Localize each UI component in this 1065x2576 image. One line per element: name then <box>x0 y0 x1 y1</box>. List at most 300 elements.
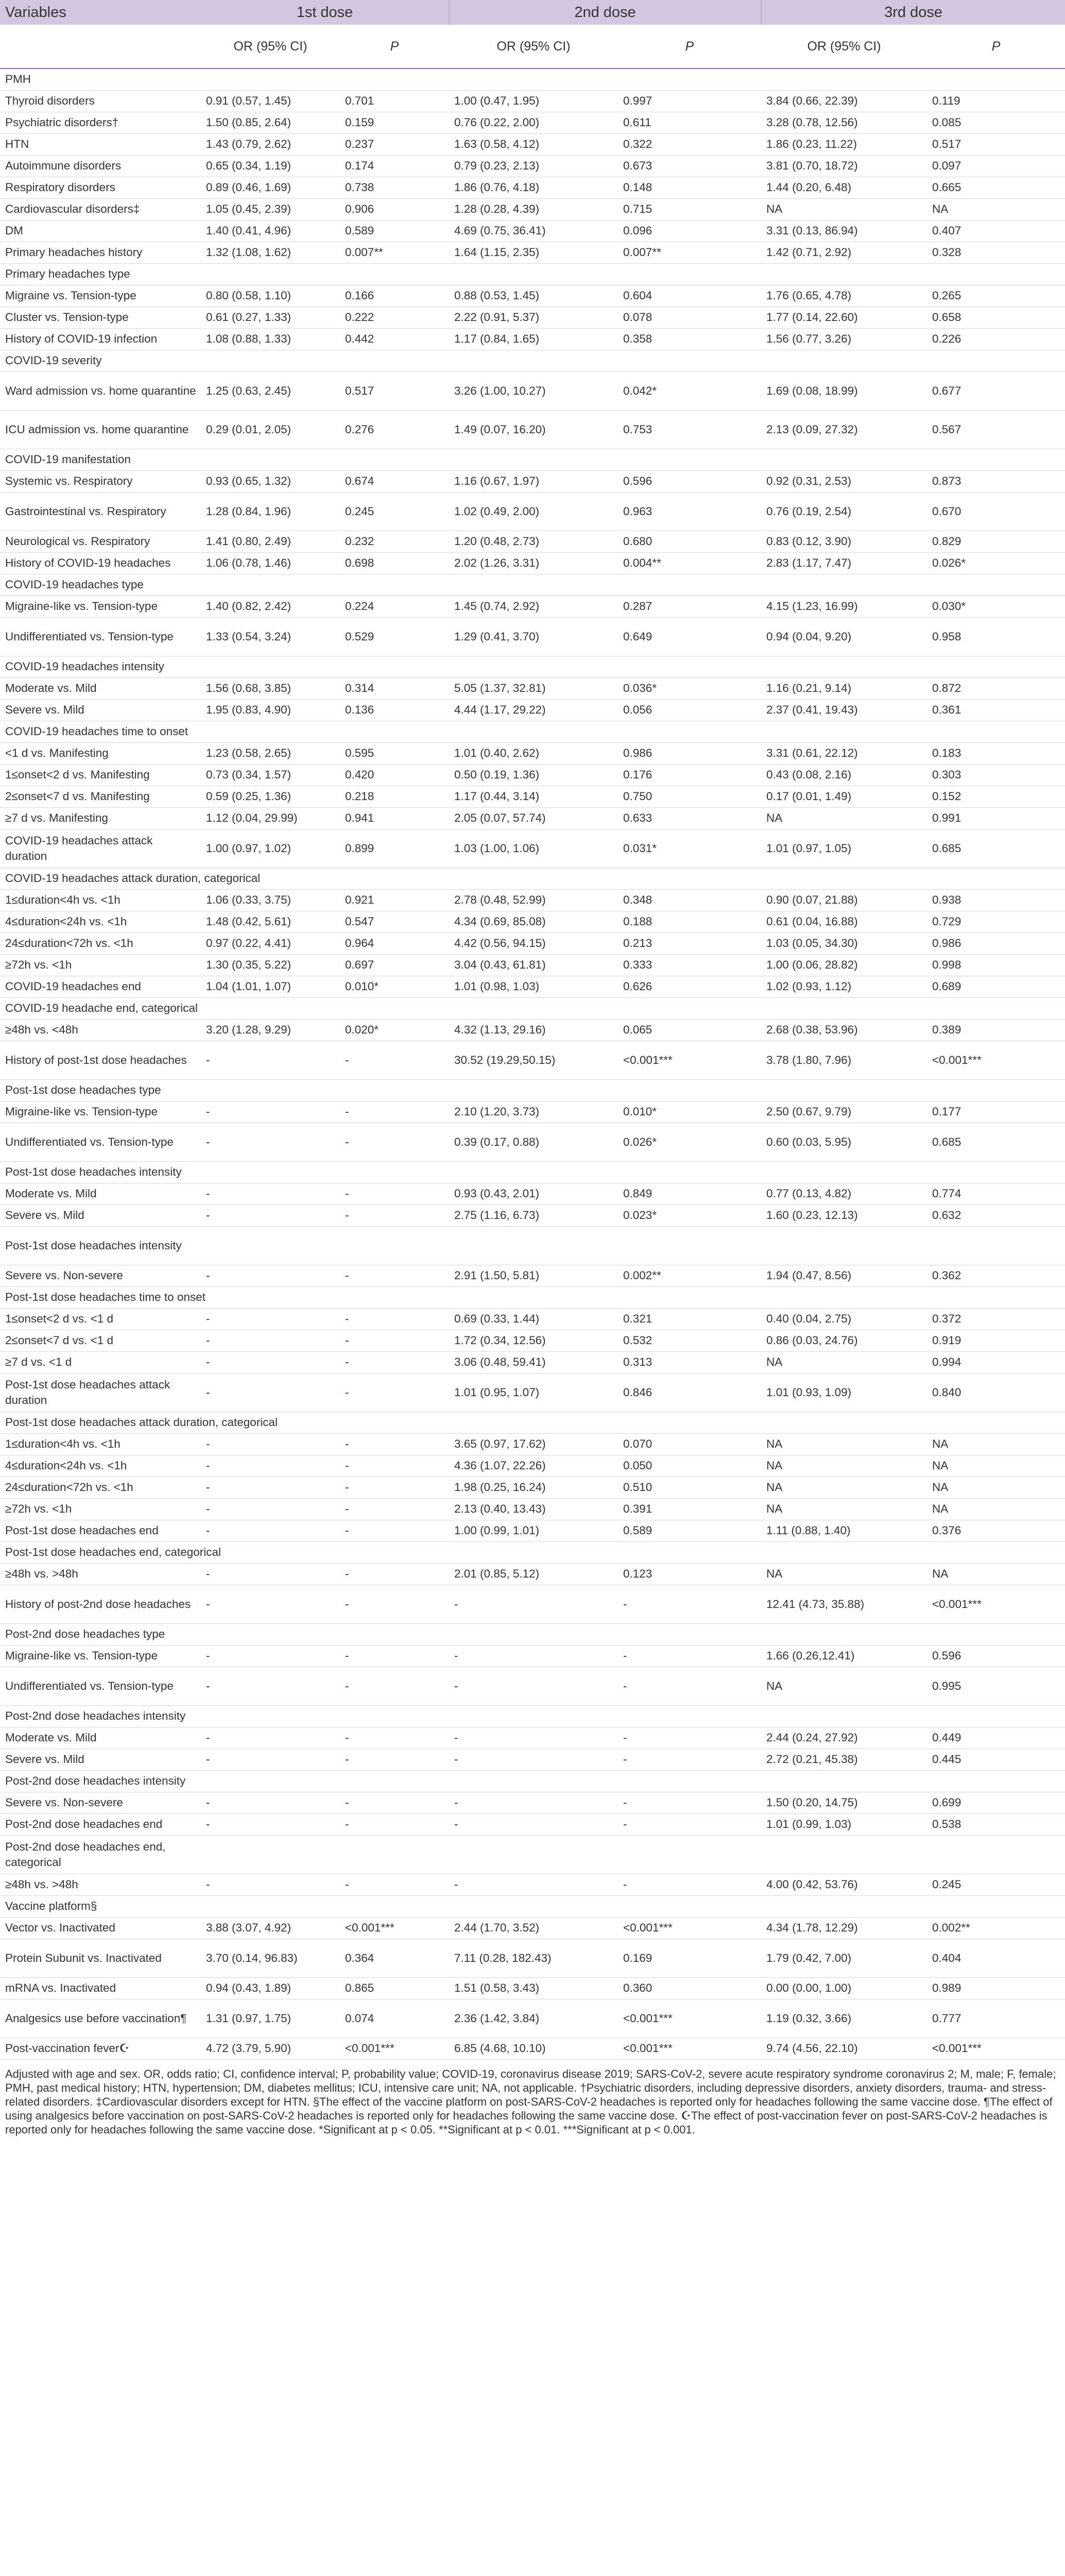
variable-label: Post-2nd dose headaches end, categorical <box>0 1836 201 1874</box>
or-2nd-cell: 1.86 (0.76, 4.18) <box>449 177 618 199</box>
or-2nd-cell: - <box>449 1646 618 1667</box>
or-2nd-cell: 0.93 (0.43, 2.01) <box>449 1183 618 1205</box>
p-1st-cell: 0.595 <box>340 743 449 765</box>
p-1st-cell: 0.865 <box>340 1978 449 1999</box>
or-2nd-cell: 4.44 (1.17, 29.22) <box>449 700 618 721</box>
p-2nd-cell: 0.176 <box>618 765 761 786</box>
p-3rd-cell: NA <box>927 1434 1065 1455</box>
section-label: Vaccine platform§ <box>0 1896 1065 1918</box>
or-1st-cell: - <box>201 1499 340 1520</box>
variable-label: Migraine-like vs. Tension-type <box>0 596 201 618</box>
variable-label: Post-1st dose headaches end <box>0 1520 201 1542</box>
p-3rd-cell: 0.670 <box>927 493 1065 531</box>
or-1st-cell: - <box>201 1330 340 1352</box>
p-2nd-cell: 0.321 <box>618 1309 761 1330</box>
or-2nd-cell: 0.76 (0.22, 2.00) <box>449 112 618 134</box>
p-2nd-cell: - <box>618 1667 761 1706</box>
or-3rd-cell: 1.50 (0.20, 14.75) <box>761 1792 927 1814</box>
p-1st-cell: 0.245 <box>340 493 449 531</box>
or-3rd-cell: 2.83 (1.17, 7.47) <box>761 553 927 574</box>
p-1st-cell: - <box>340 1874 449 1896</box>
or-2nd-cell: - <box>449 1792 618 1814</box>
variable-label: Undifferentiated vs. Tension-type <box>0 618 201 656</box>
p-2nd-cell: 0.002** <box>618 1265 761 1287</box>
or-3rd-cell: 3.78 (1.80, 7.96) <box>761 1041 927 1080</box>
or-3rd-cell: NA <box>761 1499 927 1520</box>
or-1st-cell <box>201 1836 340 1874</box>
third-dose-p-header: P <box>927 25 1065 69</box>
p-3rd-cell: NA <box>927 1499 1065 1520</box>
or-1st-cell: 0.93 (0.65, 1.32) <box>201 471 340 493</box>
table-row <box>0 700 1065 721</box>
p-1st-cell: <0.001*** <box>340 2038 449 2060</box>
p-3rd-cell: 0.840 <box>927 1374 1065 1412</box>
table-row <box>0 955 1065 976</box>
table-row <box>0 553 1065 574</box>
or-1st-cell: - <box>201 1477 340 1499</box>
or-2nd-cell: 2.75 (1.16, 6.73) <box>449 1205 618 1227</box>
or-1st-cell: - <box>201 1101 340 1123</box>
table-row <box>0 1836 1065 1874</box>
p-2nd-cell: 0.287 <box>618 596 761 618</box>
first-dose-or-header: OR (95% CI) <box>201 25 340 69</box>
or-3rd-cell: 0.61 (0.04, 16.88) <box>761 911 927 933</box>
p-2nd-cell: 0.123 <box>618 1564 761 1585</box>
or-1st-cell: 1.31 (0.97, 1.75) <box>201 1999 340 2038</box>
section-row <box>0 1542 1065 1564</box>
p-2nd-cell: 0.846 <box>618 1374 761 1412</box>
or-3rd-cell: 3.81 (0.70, 18.72) <box>761 156 927 177</box>
p-3rd-cell: 0.538 <box>927 1814 1065 1836</box>
or-2nd-cell: - <box>449 1585 618 1624</box>
or-2nd-cell: - <box>449 1874 618 1896</box>
variable-label: History of COVID-19 headaches <box>0 553 201 574</box>
or-2nd-cell: 2.91 (1.50, 5.81) <box>449 1265 618 1287</box>
p-2nd-cell: 0.604 <box>618 285 761 307</box>
section-row <box>0 264 1065 285</box>
or-3rd-cell: 0.17 (0.01, 1.49) <box>761 786 927 808</box>
section-label: Post-1st dose headaches end, categorical <box>0 1542 1065 1564</box>
variable-label: Post-1st dose headaches attack duration <box>0 1374 201 1412</box>
p-2nd-cell: <0.001*** <box>618 1999 761 2038</box>
or-3rd-cell: 0.60 (0.03, 5.95) <box>761 1123 927 1162</box>
or-2nd-cell: 3.06 (0.48, 59.41) <box>449 1352 618 1374</box>
or-3rd-cell: 2.68 (0.38, 53.96) <box>761 1020 927 1041</box>
p-3rd-cell: 0.119 <box>927 91 1065 112</box>
table-row <box>0 786 1065 808</box>
table-row <box>0 1041 1065 1080</box>
p-2nd-cell: 0.649 <box>618 618 761 656</box>
p-3rd-cell: 0.567 <box>927 411 1065 449</box>
first-dose-p-header: P <box>340 25 449 69</box>
variable-label: History of post-2nd dose headaches <box>0 1585 201 1624</box>
table-row <box>0 156 1065 177</box>
p-1st-cell: 0.166 <box>340 285 449 307</box>
third-dose-or-header: OR (95% CI) <box>761 25 927 69</box>
section-label: COVID-19 headaches time to onset <box>0 721 1065 743</box>
p-2nd-cell: - <box>618 1792 761 1814</box>
or-2nd-cell: 1.63 (0.58, 4.12) <box>449 134 618 156</box>
p-2nd-cell: 0.056 <box>618 700 761 721</box>
or-1st-cell: - <box>201 1727 340 1749</box>
or-1st-cell: - <box>201 1814 340 1836</box>
or-1st-cell: - <box>201 1585 340 1624</box>
table-row <box>0 329 1065 350</box>
p-1st-cell: - <box>340 1041 449 1080</box>
section-label: COVID-19 headaches type <box>0 574 1065 596</box>
table-row <box>0 1727 1065 1749</box>
p-2nd-cell: 0.611 <box>618 112 761 134</box>
table-row <box>0 134 1065 156</box>
variable-label: 1≤onset<2 d vs. <1 d <box>0 1309 201 1330</box>
p-1st-cell: 0.899 <box>340 829 449 868</box>
variable-label: Neurological vs. Respiratory <box>0 531 201 553</box>
or-1st-cell: 1.25 (0.63, 2.45) <box>201 372 340 411</box>
or-2nd-cell: 1.01 (0.40, 2.62) <box>449 743 618 765</box>
or-1st-cell: 0.97 (0.22, 4.41) <box>201 933 340 955</box>
variable-label: Severe vs. Non-severe <box>0 1265 201 1287</box>
p-2nd-cell: 0.050 <box>618 1455 761 1477</box>
or-3rd-cell: 0.77 (0.13, 4.82) <box>761 1183 927 1205</box>
section-row <box>0 721 1065 743</box>
p-2nd-cell: 0.673 <box>618 156 761 177</box>
table-row <box>0 1020 1065 1041</box>
table-row <box>0 1227 1065 1265</box>
or-3rd-cell: NA <box>761 1434 927 1455</box>
table-header <box>0 0 1065 69</box>
variable-label: ≥7 d vs. <1 d <box>0 1352 201 1374</box>
table-row <box>0 1814 1065 1836</box>
section-label: Post-2nd dose headaches intensity <box>0 1706 1065 1727</box>
p-1st-cell: - <box>340 1814 449 1836</box>
table-row <box>0 765 1065 786</box>
or-1st-cell: 1.50 (0.85, 2.64) <box>201 112 340 134</box>
or-3rd-cell: 1.16 (0.21, 9.14) <box>761 678 927 700</box>
table-row <box>0 933 1065 955</box>
p-2nd-cell: 0.626 <box>618 976 761 998</box>
or-3rd-cell: 1.79 (0.42, 7.00) <box>761 1939 927 1978</box>
p-2nd-cell: 0.532 <box>618 1330 761 1352</box>
or-2nd-cell: 3.65 (0.97, 17.62) <box>449 1434 618 1455</box>
table-row <box>0 411 1065 449</box>
p-3rd-cell: 0.245 <box>927 1874 1065 1896</box>
p-1st-cell: 0.698 <box>340 553 449 574</box>
variable-label: Post-1st dose headaches intensity <box>0 1227 201 1265</box>
or-3rd-cell: 4.15 (1.23, 16.99) <box>761 596 927 618</box>
p-1st-cell: 0.517 <box>340 372 449 411</box>
or-1st-cell: 1.12 (0.04, 29.99) <box>201 808 340 829</box>
table-row <box>0 1205 1065 1227</box>
p-2nd-cell: 0.633 <box>618 808 761 829</box>
section-row <box>0 350 1065 372</box>
or-1st-cell: 1.30 (0.35, 5.22) <box>201 955 340 976</box>
p-2nd-cell: 0.096 <box>618 221 761 242</box>
p-2nd-cell: 0.007** <box>618 242 761 264</box>
or-3rd-cell: 1.60 (0.23, 12.13) <box>761 1205 927 1227</box>
variable-label: Cardiovascular disorders‡ <box>0 199 201 221</box>
or-1st-cell: - <box>201 1434 340 1455</box>
or-1st-cell: - <box>201 1520 340 1542</box>
p-1st-cell: 0.420 <box>340 765 449 786</box>
p-3rd-cell: 0.404 <box>927 1939 1065 1978</box>
or-3rd-cell: 3.28 (0.78, 12.56) <box>761 112 927 134</box>
p-1st-cell: 0.697 <box>340 955 449 976</box>
table-row <box>0 743 1065 765</box>
p-3rd-cell: NA <box>927 199 1065 221</box>
p-2nd-cell: <0.001*** <box>618 2038 761 2060</box>
table-row <box>0 1667 1065 1706</box>
p-2nd-cell: - <box>618 1814 761 1836</box>
p-2nd-cell: 0.026* <box>618 1123 761 1162</box>
or-1st-cell: - <box>201 1792 340 1814</box>
or-1st-cell: - <box>201 1374 340 1412</box>
or-2nd-cell: 4.69 (0.75, 36.41) <box>449 221 618 242</box>
p-1st-cell: 0.136 <box>340 700 449 721</box>
p-1st-cell <box>340 1227 449 1265</box>
table-row <box>0 372 1065 411</box>
section-row <box>0 998 1065 1020</box>
or-2nd-cell: 1.28 (0.28, 4.39) <box>449 199 618 221</box>
p-1st-cell: 0.921 <box>340 890 449 911</box>
variable-label: Undifferentiated vs. Tension-type <box>0 1123 201 1162</box>
or-3rd-cell: NA <box>761 199 927 221</box>
p-3rd-cell <box>927 1836 1065 1874</box>
table-row <box>0 1978 1065 1999</box>
p-1st-cell: 0.020* <box>340 1020 449 1041</box>
table-row <box>0 1646 1065 1667</box>
p-1st-cell: - <box>340 1520 449 1542</box>
or-1st-cell: 1.00 (0.97, 1.02) <box>201 829 340 868</box>
section-label: COVID-19 headaches attack duration, categorical <box>0 868 1065 890</box>
or-2nd-cell: 1.98 (0.25, 16.24) <box>449 1477 618 1499</box>
or-2nd-cell: 6.85 (4.68, 10.10) <box>449 2038 618 2060</box>
p-2nd-cell: 0.188 <box>618 911 761 933</box>
p-3rd-cell: 0.919 <box>927 1330 1065 1352</box>
or-3rd-cell: 0.94 (0.04, 9.20) <box>761 618 927 656</box>
or-1st-cell: - <box>201 1749 340 1771</box>
p-1st-cell: - <box>340 1183 449 1205</box>
p-3rd-cell: <0.001*** <box>927 2038 1065 2060</box>
p-2nd-cell: - <box>618 1646 761 1667</box>
variable-label: 4≤duration<24h vs. <1h <box>0 911 201 933</box>
p-1st-cell: - <box>340 1749 449 1771</box>
or-2nd-cell: 0.39 (0.17, 0.88) <box>449 1123 618 1162</box>
variable-label: Moderate vs. Mild <box>0 678 201 700</box>
or-1st-cell: 0.91 (0.57, 1.45) <box>201 91 340 112</box>
variable-label: Severe vs. Non-severe <box>0 1792 201 1814</box>
or-1st-cell: 1.06 (0.33, 3.75) <box>201 890 340 911</box>
or-1st-cell: 1.41 (0.80, 2.49) <box>201 531 340 553</box>
or-2nd-cell: 2.36 (1.42, 3.84) <box>449 1999 618 2038</box>
or-1st-cell: 3.88 (3.07, 4.92) <box>201 1918 340 1939</box>
or-2nd-cell: 1.17 (0.44, 3.14) <box>449 786 618 808</box>
variable-label: Protein Subunit vs. Inactivated <box>0 1939 201 1978</box>
or-3rd-cell: 2.72 (0.21, 45.38) <box>761 1749 927 1771</box>
p-3rd-cell: 0.265 <box>927 285 1065 307</box>
variable-label: Post-vaccination fever☪ <box>0 2038 201 2060</box>
p-1st-cell: 0.276 <box>340 411 449 449</box>
table-row <box>0 1123 1065 1162</box>
p-3rd-cell: 0.372 <box>927 1309 1065 1330</box>
or-1st-cell: 1.05 (0.45, 2.39) <box>201 199 340 221</box>
or-2nd-cell: 1.72 (0.34, 12.56) <box>449 1330 618 1352</box>
or-1st-cell: 0.73 (0.34, 1.57) <box>201 765 340 786</box>
variables-column-header: Variables <box>0 0 201 25</box>
section-label: Primary headaches type <box>0 264 1065 285</box>
variable-label: Migraine-like vs. Tension-type <box>0 1101 201 1123</box>
p-2nd-cell: - <box>618 1874 761 1896</box>
or-2nd-cell: 0.79 (0.23, 2.13) <box>449 156 618 177</box>
second-dose-or-header: OR (95% CI) <box>449 25 618 69</box>
p-3rd-cell: 0.183 <box>927 743 1065 765</box>
p-2nd-cell: 0.680 <box>618 531 761 553</box>
p-2nd-cell: 0.348 <box>618 890 761 911</box>
section-row <box>0 1080 1065 1101</box>
table-row <box>0 1330 1065 1352</box>
p-3rd-cell: 0.177 <box>927 1101 1065 1123</box>
or-1st-cell: 1.48 (0.42, 5.61) <box>201 911 340 933</box>
p-2nd-cell: 0.589 <box>618 1520 761 1542</box>
variable-label: Undifferentiated vs. Tension-type <box>0 1667 201 1706</box>
or-2nd-cell: 4.42 (0.56, 94.15) <box>449 933 618 955</box>
p-3rd-cell: 0.774 <box>927 1183 1065 1205</box>
p-3rd-cell: 0.303 <box>927 765 1065 786</box>
or-3rd-cell: 1.00 (0.06, 28.82) <box>761 955 927 976</box>
or-3rd-cell: 0.00 (0.00, 1.00) <box>761 1978 927 1999</box>
section-label: Post-1st dose headaches intensity <box>0 1162 1065 1183</box>
or-2nd-cell: 1.01 (0.98, 1.03) <box>449 976 618 998</box>
p-2nd-cell: - <box>618 1749 761 1771</box>
p-1st-cell: - <box>340 1123 449 1162</box>
table-row <box>0 1520 1065 1542</box>
or-3rd-cell <box>761 1836 927 1874</box>
or-3rd-cell: 12.41 (4.73, 35.88) <box>761 1585 927 1624</box>
p-2nd-cell: 0.391 <box>618 1499 761 1520</box>
p-2nd-cell: 0.510 <box>618 1477 761 1499</box>
p-3rd-cell: 0.026* <box>927 553 1065 574</box>
or-3rd-cell: 3.31 (0.61, 22.12) <box>761 743 927 765</box>
section-label: COVID-19 headache end, categorical <box>0 998 1065 1020</box>
or-1st-cell: - <box>201 1205 340 1227</box>
p-3rd-cell: 0.829 <box>927 531 1065 553</box>
or-2nd-cell: 5.05 (1.37, 32.81) <box>449 678 618 700</box>
or-3rd-cell: 1.69 (0.08, 18.99) <box>761 372 927 411</box>
or-3rd-cell: 1.42 (0.71, 2.92) <box>761 242 927 264</box>
section-row <box>0 1412 1065 1434</box>
or-2nd-cell: 1.20 (0.48, 2.73) <box>449 531 618 553</box>
or-2nd-cell: 7.11 (0.28, 182.43) <box>449 1939 618 1978</box>
p-3rd-cell: 0.958 <box>927 618 1065 656</box>
or-3rd-cell: 1.56 (0.77, 3.26) <box>761 329 927 350</box>
or-1st-cell: - <box>201 1352 340 1374</box>
variable-label: DM <box>0 221 201 242</box>
variable-label: Severe vs. Mild <box>0 700 201 721</box>
section-label: COVID-19 headaches intensity <box>0 656 1065 678</box>
or-2nd-cell: 2.22 (0.91, 5.37) <box>449 307 618 329</box>
p-1st-cell: 0.701 <box>340 91 449 112</box>
or-2nd-cell: 0.88 (0.53, 1.45) <box>449 285 618 307</box>
variable-label: HTN <box>0 134 201 156</box>
p-3rd-cell: 0.685 <box>927 829 1065 868</box>
section-row <box>0 1624 1065 1646</box>
table-row <box>0 1434 1065 1455</box>
or-3rd-cell: 1.02 (0.93, 1.12) <box>761 976 927 998</box>
table-row <box>0 1477 1065 1499</box>
p-3rd-cell: 0.729 <box>927 911 1065 933</box>
p-1st-cell: 0.222 <box>340 307 449 329</box>
p-1st-cell: - <box>340 1455 449 1477</box>
p-2nd-cell: 0.065 <box>618 1020 761 1041</box>
p-2nd-cell: 0.997 <box>618 91 761 112</box>
or-2nd-cell: 2.44 (1.70, 3.52) <box>449 1918 618 1939</box>
variable-label: COVID-19 headaches end <box>0 976 201 998</box>
or-2nd-cell: 1.01 (0.95, 1.07) <box>449 1374 618 1412</box>
section-row <box>0 868 1065 890</box>
variable-label: ≥72h vs. <1h <box>0 955 201 976</box>
or-2nd-cell: 2.02 (1.26, 3.31) <box>449 553 618 574</box>
table-row <box>0 112 1065 134</box>
variable-label: Migraine-like vs. Tension-type <box>0 1646 201 1667</box>
p-1st-cell: - <box>340 1646 449 1667</box>
variable-label: ≥48h vs. >48h <box>0 1564 201 1585</box>
variable-label: Gastrointestinal vs. Respiratory <box>0 493 201 531</box>
first-dose-header: 1st dose <box>201 0 449 25</box>
p-3rd-cell: 0.986 <box>927 933 1065 955</box>
table-row <box>0 1374 1065 1412</box>
or-3rd-cell: 9.74 (4.56, 22.10) <box>761 2038 927 2060</box>
p-2nd-cell: - <box>618 1585 761 1624</box>
p-2nd-cell: 0.986 <box>618 743 761 765</box>
variable-label: Severe vs. Mild <box>0 1749 201 1771</box>
or-3rd-cell: 0.76 (0.19, 2.54) <box>761 493 927 531</box>
variable-label: 2≤onset<7 d vs. Manifesting <box>0 786 201 808</box>
or-3rd-cell: NA <box>761 1352 927 1374</box>
or-3rd-cell: 1.11 (0.88, 1.40) <box>761 1520 927 1542</box>
p-1st-cell: 0.010* <box>340 976 449 998</box>
or-2nd-cell: 1.17 (0.84, 1.65) <box>449 329 618 350</box>
or-1st-cell: 1.56 (0.68, 3.85) <box>201 678 340 700</box>
p-1st-cell: 0.941 <box>340 808 449 829</box>
section-row <box>0 1287 1065 1309</box>
variable-label: 1≤duration<4h vs. <1h <box>0 1434 201 1455</box>
table-row <box>0 1499 1065 1520</box>
section-label: Post-2nd dose headaches intensity <box>0 1771 1065 1792</box>
p-3rd-cell: <0.001*** <box>927 1585 1065 1624</box>
variable-label: History of post-1st dose headaches <box>0 1041 201 1080</box>
p-3rd-cell: 0.226 <box>927 329 1065 350</box>
p-2nd-cell: 0.036* <box>618 678 761 700</box>
p-1st-cell: 0.237 <box>340 134 449 156</box>
or-2nd-cell: 1.49 (0.07, 16.20) <box>449 411 618 449</box>
or-1st-cell: 1.06 (0.78, 1.46) <box>201 553 340 574</box>
table-row <box>0 1939 1065 1978</box>
variable-label: Cluster vs. Tension-type <box>0 307 201 329</box>
or-1st-cell: 1.23 (0.58, 2.65) <box>201 743 340 765</box>
table-row <box>0 596 1065 618</box>
p-1st-cell: - <box>340 1205 449 1227</box>
or-2nd-cell: 2.13 (0.40, 13.43) <box>449 1499 618 1520</box>
p-2nd-cell: 0.358 <box>618 329 761 350</box>
or-1st-cell <box>201 1227 340 1265</box>
or-3rd-cell <box>761 1227 927 1265</box>
table-row <box>0 678 1065 700</box>
or-1st-cell: - <box>201 1455 340 1477</box>
p-1st-cell: 0.906 <box>340 199 449 221</box>
or-1st-cell: 1.32 (1.08, 1.62) <box>201 242 340 264</box>
variable-label: Psychiatric disorders† <box>0 112 201 134</box>
p-3rd-cell: 0.362 <box>927 1265 1065 1287</box>
p-1st-cell: - <box>340 1101 449 1123</box>
